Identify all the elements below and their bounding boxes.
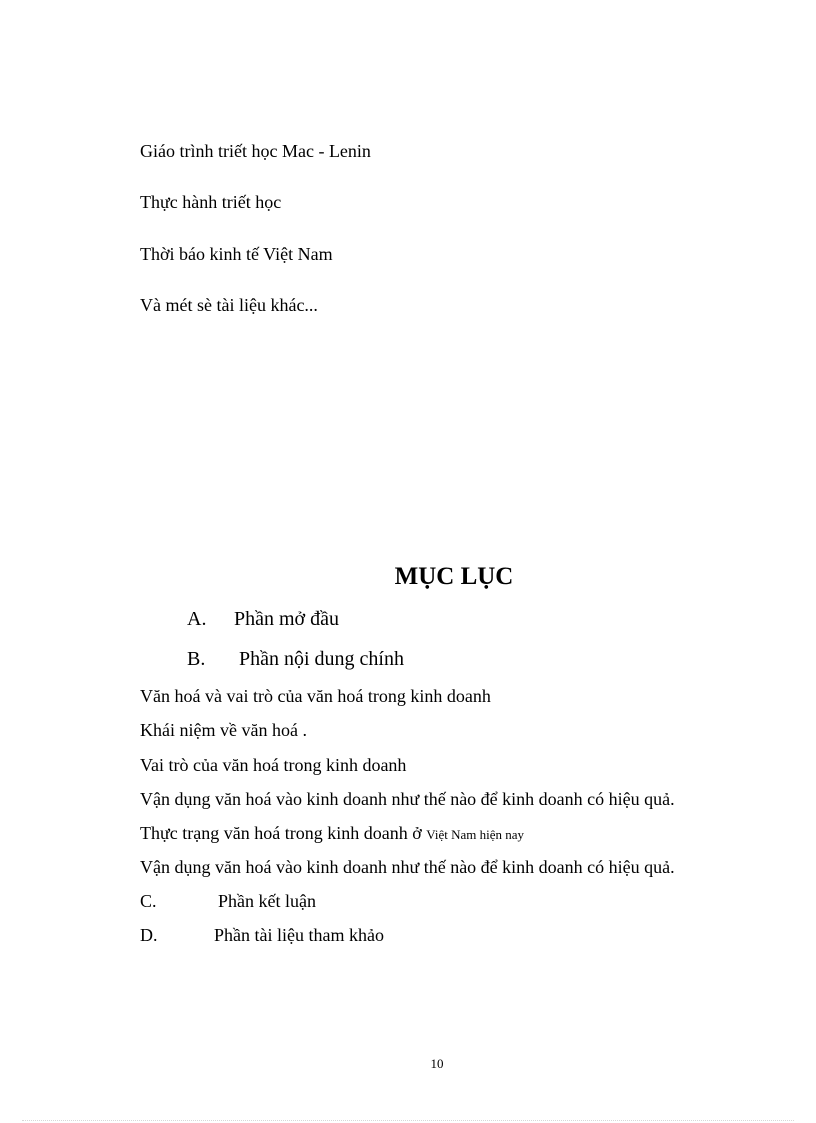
section-label: D. <box>140 925 158 945</box>
section-label: C. <box>140 891 157 911</box>
reference-item: Thực hành triết học <box>140 192 282 212</box>
toc-title: MỤC LỤC <box>394 563 514 590</box>
section-text: Phần kết luận <box>218 891 316 911</box>
toc-item: Khái niệm về văn hoá . <box>140 720 307 740</box>
toc-item: Vận dụng văn hoá vào kinh doanh như thế nào để kinh doanh có hiệu quả. <box>140 857 675 877</box>
toc-item-text: Thực trạng văn hoá trong kinh doanh ở <box>140 823 422 843</box>
section-text: Phần tài liệu tham khảo <box>214 925 384 945</box>
reference-item: Và mét sè tài liệu khác... <box>140 295 318 315</box>
reference-item: Thời báo kinh tế Việt Nam <box>140 244 333 264</box>
toc-item: Vai trò của văn hoá trong kinh doanh <box>140 755 407 775</box>
toc-section-d <box>140 924 384 946</box>
toc-item: Vận dụng văn hoá vào kinh doanh như thế nào để kinh doanh có hiệu quả. <box>140 789 675 809</box>
toc-section-a <box>187 607 339 631</box>
section-label: A. <box>187 608 207 630</box>
toc-item <box>140 822 524 846</box>
toc-item: Văn hoá và vai trò của văn hoá trong kinh doanh <box>140 686 491 706</box>
toc-section-c <box>140 890 316 912</box>
page-number: 10 <box>430 1056 444 1071</box>
section-text: Phần nội dung chính <box>239 648 404 670</box>
footer-divider <box>22 1120 794 1121</box>
toc-section-b <box>187 647 404 671</box>
toc-item-suffix: Việt Nam hiện nay <box>426 827 524 842</box>
reference-item: Giáo trình triết học Mac - Lenin <box>140 141 371 161</box>
section-label: B. <box>187 648 206 670</box>
section-text: Phần mở đầu <box>234 608 340 630</box>
